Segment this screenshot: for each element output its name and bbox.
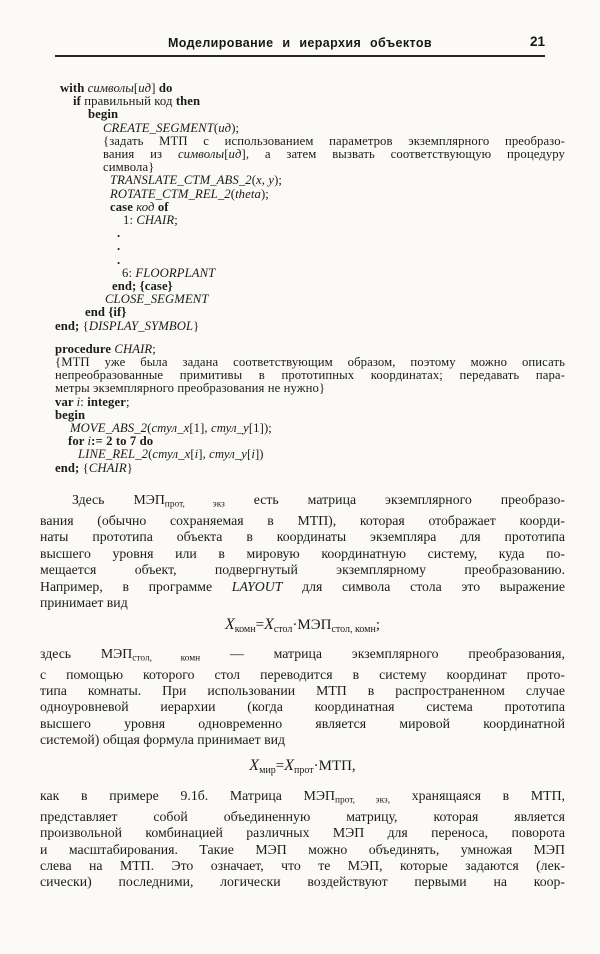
text-segment: ( <box>147 421 152 436</box>
text-segment: LINE_REL_2 <box>78 447 149 462</box>
text-segment: ( <box>230 186 236 201</box>
text-segment: TRANSLATE_CTM_ABS_2 <box>110 173 252 188</box>
text-segment: ; <box>375 617 381 634</box>
text-line <box>40 529 565 545</box>
text-segment: стул_x <box>152 447 191 462</box>
text-segment: есть матрица экземплярного преобразо- <box>224 491 565 507</box>
text-segment: begin <box>88 107 119 122</box>
text-line <box>40 492 565 513</box>
text-segment: стул_x <box>151 421 190 436</box>
text-segment: CHAIR <box>114 341 153 356</box>
subscript-text: прот, экз <box>164 499 225 510</box>
text-segment: CHAIR <box>136 213 175 228</box>
text-segment: Здесь МЭП <box>72 491 165 507</box>
text-segment: символы <box>177 147 225 162</box>
text-segment: CLOSE_SEGMENT <box>105 292 209 307</box>
text-segment: end {if} <box>85 305 127 320</box>
text-segment: = <box>255 617 265 634</box>
text-segment: с помощью которого стол переводится в систему координат прото- <box>40 666 565 682</box>
text-segment: i <box>76 394 81 409</box>
text-segment: then <box>175 94 201 109</box>
text-segment: i <box>87 434 92 449</box>
text-line <box>40 732 565 748</box>
running-header <box>55 36 545 57</box>
text-segment: [1]); <box>248 421 272 436</box>
text-line <box>40 858 565 874</box>
text-segment: ·МТП, <box>313 757 356 774</box>
code-block <box>55 82 565 333</box>
text-segment: стул_y <box>209 447 248 462</box>
code-line <box>105 293 565 306</box>
text-segment: X <box>224 616 235 634</box>
text-segment: мещается объект, подвергнутый экземплярному преобразованию. <box>40 562 565 578</box>
text-segment: вания из <box>103 147 178 162</box>
text-segment: ); <box>274 173 283 188</box>
text-segment: for <box>68 434 88 449</box>
code-line <box>55 382 565 395</box>
text-segment: DISPLAY_SYMBOL <box>88 318 194 333</box>
code-line <box>117 240 565 253</box>
text-line <box>40 595 565 611</box>
text-segment: метры экземплярного преобразования не нужно} <box>55 381 326 396</box>
text-segment: ид <box>218 120 232 135</box>
text-segment: правильный код <box>84 94 176 109</box>
text-segment: [1], <box>189 421 211 436</box>
text-segment: , <box>261 173 269 188</box>
page-number: 21 <box>529 34 545 49</box>
text-segment: символы <box>87 81 134 95</box>
paragraph-room <box>40 646 565 749</box>
text-segment: системой) общая формула принимает вид <box>40 732 286 748</box>
text-segment: и масштабирования. Такие МЭП можно объединять, умножая МЭП <box>40 841 565 857</box>
text-segment: код <box>136 199 155 214</box>
text-segment: ; <box>125 394 130 409</box>
text-segment: ; <box>174 213 178 228</box>
paragraph-intro <box>40 492 565 611</box>
text-segment: X <box>284 756 295 774</box>
text-line <box>40 809 565 825</box>
text-segment: [ <box>133 81 139 95</box>
text-segment: ид <box>228 147 242 162</box>
text-segment: ( <box>213 120 219 135</box>
text-segment: MOVE_ABS_2 <box>70 421 148 436</box>
text-segment: do <box>158 81 173 95</box>
subscript-text: мир <box>259 764 276 776</box>
text-segment: = <box>275 757 285 774</box>
subscript-text: прот <box>294 764 314 776</box>
code-line <box>110 188 565 201</box>
text-segment: принимает вид <box>40 594 128 610</box>
code-line <box>78 448 565 461</box>
text-segment: Например, в программе <box>40 578 232 594</box>
text-segment: сически) последними, логически воздействуют первыми на коор- <box>40 874 565 890</box>
text-segment: x <box>256 173 262 188</box>
text-segment: CHAIR <box>88 460 127 475</box>
text-line <box>40 667 565 683</box>
text-segment: procedure <box>55 341 115 356</box>
text-segment: . <box>117 252 121 267</box>
text-segment: := 2 to 7 do <box>91 434 154 449</box>
code-line <box>122 267 565 280</box>
text-line <box>40 546 565 562</box>
text-line <box>40 562 565 578</box>
text-segment: ; <box>152 341 156 356</box>
body-text <box>40 492 565 891</box>
text-segment: with <box>60 81 88 95</box>
text-segment: LAYOUT <box>231 578 283 594</box>
code-listing-chair <box>55 343 565 475</box>
code-listing-display-symbol <box>55 82 565 475</box>
text-line <box>40 825 565 841</box>
text-segment: theta <box>235 186 261 201</box>
text-segment: наты прототипа объекта в координаты экземпляра для прототипа <box>40 529 565 545</box>
code-line <box>117 227 565 240</box>
text-line <box>40 874 565 890</box>
text-segment: i <box>251 447 255 462</box>
text-segment: { <box>82 460 89 475</box>
text-segment: ); <box>231 120 240 135</box>
text-segment: . <box>117 239 121 254</box>
text-segment: высшего уровня или в мировую координатную систему, куда по- <box>40 545 565 561</box>
text-segment: of <box>154 199 169 214</box>
text-segment: слева на МТП. Это означает, что те МЭП, которые задаются (лек- <box>40 858 565 874</box>
text-segment: ( <box>148 447 153 462</box>
text-segment: вания (обычно сохраняемая в МТП), которая отображает коорди- <box>40 512 565 528</box>
text-segment: 1: <box>123 213 137 228</box>
text-segment: ] <box>151 81 159 95</box>
text-segment: end; {case} <box>112 279 173 294</box>
text-segment: integer <box>87 394 126 409</box>
code-line <box>55 320 565 333</box>
code-line <box>110 201 565 214</box>
text-segment: { <box>79 318 89 333</box>
text-segment: ]) <box>254 447 264 462</box>
text-segment: {задать МТП с использованием параметров экземплярного преобразо- <box>103 133 565 148</box>
text-line <box>40 842 565 858</box>
text-segment: } <box>193 318 200 333</box>
text-segment: {МТП уже была задана соответствующим образом, поэтому можно описать <box>55 355 565 370</box>
text-segment: case <box>110 199 137 214</box>
text-segment: — матрица экземплярного преобразования, <box>200 645 565 661</box>
running-title: Моделирование и иерархия объектов <box>167 36 433 50</box>
text-segment: ( <box>251 173 257 188</box>
text-segment: i <box>194 447 199 462</box>
text-segment: [ <box>247 447 252 462</box>
text-segment: } <box>126 460 133 475</box>
text-segment: произвольной комбинацией различных МЭП для переноса, поворота <box>40 825 565 841</box>
text-segment: ROTATE_CTM_REL_2 <box>110 186 231 201</box>
text-line <box>40 699 565 715</box>
text-segment: if <box>73 94 85 109</box>
text-segment: FLOORPLANT <box>135 265 216 280</box>
formula-world-transform <box>40 756 565 781</box>
text-segment: : <box>80 394 88 409</box>
text-segment: как в примере 9.1б. Матрица МЭП <box>40 787 335 803</box>
text-line <box>40 716 565 732</box>
text-segment: стул_y <box>210 421 249 436</box>
text-segment: высшего уровня одновременно является мировой координатной <box>40 715 565 731</box>
text-segment: ·МЭП <box>292 617 332 634</box>
code-line <box>73 95 565 108</box>
subscript-text: стол <box>273 624 293 636</box>
text-segment: типа комнаты. При использовании МТП в распространенном случае <box>40 682 565 698</box>
text-segment: ], а затем вызвать соответствующую процедуру <box>241 147 565 162</box>
text-segment: y <box>268 173 275 188</box>
text-segment: непреобразованные примитивы в прототипных координатах; передавать пара- <box>55 368 565 383</box>
text-segment: end; <box>55 318 80 333</box>
text-segment: здесь МЭП <box>40 645 133 661</box>
subscript-text: стол, комн <box>132 653 201 664</box>
text-segment: представляет собой объединенную матрицу, которая является <box>40 808 565 824</box>
text-segment: var <box>55 394 77 409</box>
code-line <box>55 462 565 475</box>
subscript-text: прот, экз, <box>334 795 391 806</box>
text-line <box>40 646 565 667</box>
text-segment: одноуровневой иерархии (когда координатная система прототипа <box>40 699 565 715</box>
text-segment: X <box>249 756 260 774</box>
text-line <box>40 579 565 595</box>
text-segment: 6: <box>122 265 136 280</box>
paragraph-combined <box>40 788 565 891</box>
text-segment: [ <box>190 447 195 462</box>
text-segment: CREATE_SEGMENT <box>103 120 214 135</box>
formula-room-transform <box>40 615 565 640</box>
subscript-text: стол, комн <box>331 624 376 636</box>
code-line <box>55 396 565 409</box>
text-segment: end; <box>55 460 83 475</box>
code-line <box>123 214 565 227</box>
text-segment: хранящаяся в МТП, <box>390 787 565 803</box>
text-line <box>40 683 565 699</box>
text-line <box>40 513 565 529</box>
text-segment: begin <box>55 407 86 422</box>
book-page <box>0 36 600 954</box>
text-segment: [ <box>224 147 229 162</box>
subscript-text: комн <box>234 624 256 636</box>
text-segment: ид <box>138 81 152 95</box>
text-segment: . <box>117 226 121 241</box>
code-line <box>103 148 565 161</box>
text-segment: ); <box>260 186 269 201</box>
text-segment: ], <box>198 447 210 462</box>
text-segment: для символа стола это выражение <box>282 578 565 594</box>
text-segment: X <box>264 616 274 634</box>
text-segment: символа} <box>103 160 155 175</box>
text-line <box>40 788 565 809</box>
